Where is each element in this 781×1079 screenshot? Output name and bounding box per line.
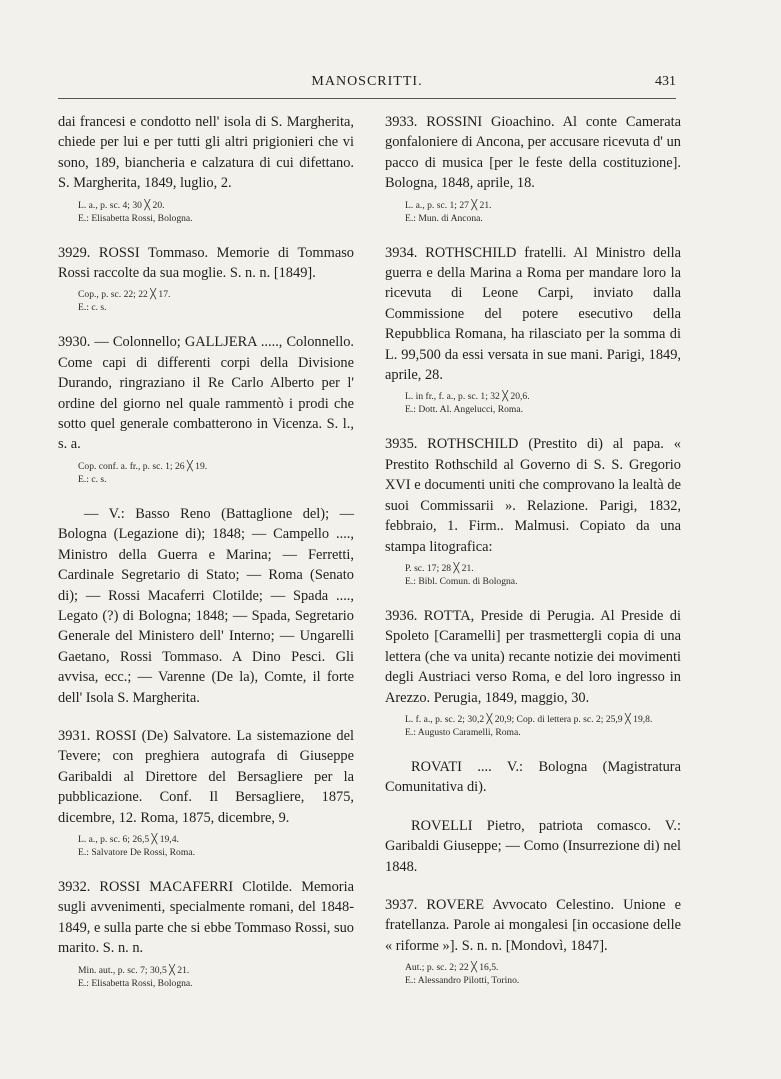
catalog-entry (58, 243, 354, 315)
entry-owner: E.: Mun. di Ancona. (405, 212, 483, 224)
entry-text: 3931. ROSSI (De) Salvatore. La sistemazione del Tevere; con preghiera autografa di Giuseppe Garibaldi al Direttore del Bersagliere per la pubblicazione. Conf. Il Bersagliere, 1875, dicembre, 12. Roma, 1875, dicembre, 9. (58, 727, 354, 826)
page-header (58, 74, 676, 94)
entry-meta (385, 562, 681, 588)
entry-meta (385, 713, 681, 739)
entry-physical-description: Aut.; p. sc. 2; 22 ╳ 16,5. (405, 962, 499, 974)
entry-meta (385, 961, 681, 987)
catalog-entry (385, 434, 681, 587)
entry-text: 3937. ROVERE Avvocato Celestino. Unione e fratellanza. Parole ai mongalesi [in occasione delle « riforme »]. S. n. n. [Mondovì, 1847]. (385, 896, 681, 954)
entry-physical-description: Cop. conf. a. fr., p. sc. 1; 26 ╳ 19. (78, 460, 208, 472)
catalog-entry (385, 895, 681, 987)
entry-meta (385, 199, 681, 225)
entry-meta (58, 199, 354, 225)
entry-meta (58, 833, 354, 859)
entry-physical-description: L. a., p. sc. 4; 30 ╳ 20. (78, 199, 165, 211)
entry-owner: E.: Bibl. Comun. di Bologna. (405, 575, 518, 587)
entry-text: 3933. ROSSINI Gioachino. Al conte Camerata gonfaloniere di Ancona, per accusare ricevuta d' un pacco di musica [per le feste della costituzione]. Bologna, 1848, aprile, 18. (385, 114, 681, 192)
entry-physical-description: L. a., p. sc. 1; 27 ╳ 21. (405, 199, 492, 211)
entry-meta (58, 964, 354, 990)
entry-text: 3935. ROTHSCHILD (Prestito di) al papa. « Prestito Rothschild al Governo di S. S. Gregorio XVI e documenti uniti che comprovano la lealtà de suoi Commissarii ». Relazione. Parigi, 1832, febbraio, 1. Firm.. Malmusi. Copiato da una stampa litografica: (385, 436, 681, 555)
entry-text: 3932. ROSSI MACAFERRI Clotilde. Memoria sugli avvenimenti, specialmente romani, del 1848-1849, e sulla parte che si ebbe Tommaso Rossi, suo marito. S. n. n. (58, 878, 354, 957)
entry-text: 3934. ROTHSCHILD fratelli. Al Ministro della guerra e della Marina a Roma per mandare loro la ricevuta di Leone Carpi, inviato dalla Commissione del potere esecutivo della Repubblica Romana, ha rilasciato per la somma di L. 99,500 da essi versata in sue mani. Parigi, 1849, aprile, 28. (385, 244, 681, 384)
catalog-entry (58, 877, 354, 990)
entry-meta (385, 390, 681, 416)
cross-reference: — V.: Basso Reno (Battaglione del); — Bologna (Legazione di); 1848; — Campello ...., Ministro della Guerra e Marina; — Ferretti, Cardinale Segretario di Stato; — Roma (Senato di); — Rossi Macaferri Clotilde; — Spada ...., Legato (?) di Bologna; 1848; — Spada, Segretario Generale del Ministero dell' Interno; — Ungarelli Gaetano, Rossi Tommaso. A Dino Pesci. Gli avvisa, ecc.; — Varenne (De la), Comte, il forte dell' Isola S. Margherita. (58, 505, 354, 706)
header-rule (58, 98, 676, 99)
entry-physical-description: Cop., p. sc. 22; 22 ╳ 17. (78, 289, 171, 301)
entry-text: dai francesi e condotto nell' isola di S. Margherita, chiede per lui e per tutti gli altri prigionieri che vi sono, 189, biancheria e calzatura di cui difettano. S. Margherita, 1849, luglio, 2. (58, 114, 354, 192)
catalog-entry (385, 606, 681, 739)
entry-physical-description: P. sc. 17; 28 ╳ 21. (405, 562, 474, 574)
entry-owner: E.: Dott. Al. Angelucci, Roma. (405, 404, 524, 416)
entry-physical-description: L. f. a., p. sc. 2; 30,2 ╳ 20,9; Cop. di lettera p. sc. 2; 25,9 ╳ 19,8. (405, 713, 653, 725)
left-column (58, 112, 354, 1008)
catalog-entry (385, 112, 681, 225)
catalog-entry (58, 332, 354, 485)
entry-owner: E.: Salvatore De Rossi, Roma. (78, 846, 195, 858)
catalog-entry (58, 112, 354, 225)
entry-owner: E.: Elisabetta Rossi, Bologna. (78, 212, 193, 224)
entry-owner: E.: Elisabetta Rossi, Bologna. (78, 977, 193, 989)
entry-text: 3930. — Colonnello; GALLJERA ....., Colonnello. Come capi di differenti corpi della Divisione Durando, ringraziano il Re Carlo Alberto per l' ordine del giorno nel quale rammentò i prodi che sotto quel generale combatterono in Vicenza. S. l., s. a. (58, 334, 354, 453)
page-number: 431 (655, 74, 676, 89)
entry-owner: E.: Alessandro Pilotti, Torino. (405, 975, 520, 987)
entry-meta (58, 460, 354, 486)
cross-reference: ROVELLI Pietro, patriota comasco. V.: Garibaldi Giuseppe; — Como (Insurrezione di) nel 1848. (385, 817, 681, 875)
entry-owner: E.: Augusto Caramelli, Roma. (405, 726, 521, 738)
running-title: MANOSCRITTI. (311, 74, 423, 89)
entry-text: 3929. ROSSI Tommaso. Memorie di Tommaso Rossi raccolte da sua moglie. S. n. n. [1849]. (58, 244, 354, 282)
entry-text: 3936. ROTTA, Preside di Perugia. Al Preside di Spoleto [Caramelli] per trasmettergli copia di una lettera (che va unita) recante notizie dei movimenti degli Austriaci verso Roma, e del loro ingresso in Arezzo. Perugia, 1849, maggio, 30. (385, 607, 681, 706)
cross-reference: ROVATI .... V.: Bologna (Magistratura Comunitativa di). (385, 758, 681, 796)
catalog-entry (385, 243, 681, 417)
catalog-entry (58, 726, 354, 859)
entry-physical-description: Min. aut., p. sc. 7; 30,5 ╳ 21. (78, 964, 190, 976)
entry-physical-description: L. in fr., f. a., p. sc. 1; 32 ╳ 20,6. (405, 391, 530, 403)
entry-meta (58, 288, 354, 314)
entry-physical-description: L. a., p. sc. 6; 26,5 ╳ 19,4. (78, 833, 179, 845)
right-column (385, 112, 681, 1005)
entry-owner: E.: c. s. (78, 302, 107, 314)
entry-owner: E.: c. s. (78, 473, 107, 485)
